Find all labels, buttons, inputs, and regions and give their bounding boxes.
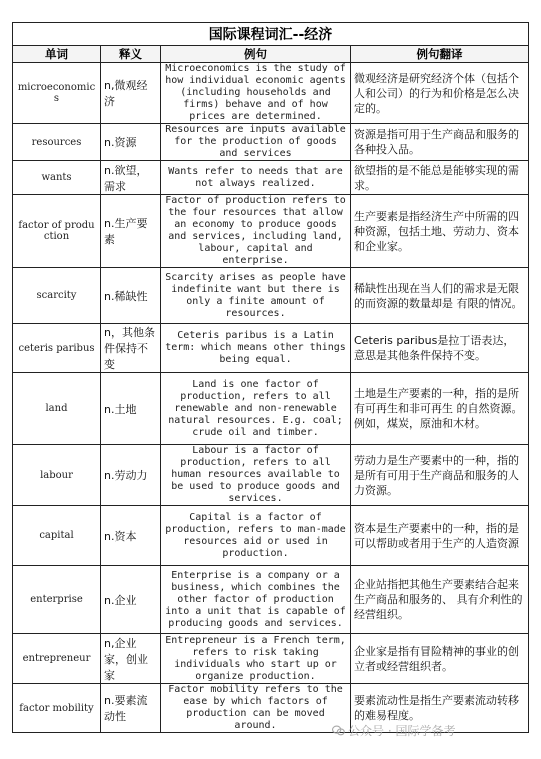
word-cell: enterprise bbox=[13, 566, 101, 634]
example-cell: Wants refer to needs that are not always realized. bbox=[161, 161, 351, 195]
vocabulary-sheet bbox=[12, 22, 528, 733]
word-cell: factor mobility bbox=[13, 684, 101, 733]
table-row bbox=[13, 566, 529, 634]
watermark-text: 公众号 · 国际学备考 bbox=[348, 724, 456, 738]
word-cell: factor of production bbox=[13, 195, 101, 268]
table-row bbox=[13, 324, 529, 373]
table-row bbox=[13, 506, 529, 566]
meaning-cell: n,微观经济 bbox=[101, 63, 161, 124]
example-cell: Scarcity arises as people have indefinite want but there is only a finite amount of resources. bbox=[161, 268, 351, 324]
meaning-cell: n.要素流动性 bbox=[101, 684, 161, 733]
meaning-cell: n.资本 bbox=[101, 506, 161, 566]
meaning-cell: n.劳动力 bbox=[101, 445, 161, 506]
translation-cell: 生产要素是指经济生产中所需的四种资源，包括土地、劳动力、资本和企业家。 bbox=[351, 195, 529, 268]
translation-cell: 土地是生产要素的一种，指的是所有可再生和非可再生 的自然资源。例如，煤炭，原油和木材。 bbox=[351, 373, 529, 445]
table-row bbox=[13, 124, 529, 161]
translation-cell: 资源是指可用于生产商品和服务的各种投入品。 bbox=[351, 124, 529, 161]
example-cell: Entrepreneur is a French term, refers to risk taking individuals who start up or organize production. bbox=[161, 634, 351, 684]
word-cell: labour bbox=[13, 445, 101, 506]
table-row bbox=[13, 63, 529, 124]
table-title: 国际课程词汇--经济 bbox=[13, 23, 529, 46]
table-row bbox=[13, 373, 529, 445]
translation-cell: 微观经济是研究经济个体（包括个人和公司）的行为和价格是怎么决定的。 bbox=[351, 63, 529, 124]
word-cell: wants bbox=[13, 161, 101, 195]
example-cell: Enterprise is a company or a business, which combines the other factor of production into a unit that is capable of producing goods and services. bbox=[161, 566, 351, 634]
table-row bbox=[13, 268, 529, 324]
word-cell: entrepreneur bbox=[13, 634, 101, 684]
example-cell: Factor mobility refers to the ease by which factors of production can be moved around. bbox=[161, 684, 351, 733]
table-row bbox=[13, 445, 529, 506]
example-cell: Resources are inputs available for the production of goods and services bbox=[161, 124, 351, 161]
example-cell: Capital is a factor of production, refers to man-made resources aid or used in production. bbox=[161, 506, 351, 566]
word-cell: microeconomics bbox=[13, 63, 101, 124]
meaning-cell: n.生产要素 bbox=[101, 195, 161, 268]
translation-cell: 欲望指的是不能总是能够实现的需求。 bbox=[351, 161, 529, 195]
word-cell: ceteris paribus bbox=[13, 324, 101, 373]
translation-cell: Ceteris paribus是拉丁语表达，意思是其他条件保持不变。 bbox=[351, 324, 529, 373]
example-cell: Labour is a factor of production, refers to all human resources available to be used to produce goods and services. bbox=[161, 445, 351, 506]
meaning-cell: n.欲望，需求 bbox=[101, 161, 161, 195]
word-cell: land bbox=[13, 373, 101, 445]
translation-cell: 资本是生产要素中的一种，指的是可以帮助或者用于生产的人造资源 bbox=[351, 506, 529, 566]
header-translation: 例句翻译 bbox=[351, 46, 529, 63]
vocabulary-rows bbox=[13, 63, 529, 733]
meaning-cell: n.资源 bbox=[101, 124, 161, 161]
translation-cell: 稀缺性出现在当人们的需求是无限的而资源的数量却是 有限的情况。 bbox=[351, 268, 529, 324]
example-cell: Ceteris paribus is a Latin term: which means other things being equal. bbox=[161, 324, 351, 373]
vocabulary-table bbox=[12, 22, 529, 733]
example-cell: Land is one factor of production, refers to all renewable and non-renewable natural resources. E.g. coal; crude oil and timber. bbox=[161, 373, 351, 445]
word-cell: resources bbox=[13, 124, 101, 161]
word-cell: capital bbox=[13, 506, 101, 566]
watermark bbox=[332, 722, 455, 739]
example-cell: Microeconomics is the study of how individual economic agents (including households and firms) behave and of how prices are determined. bbox=[161, 63, 351, 124]
word-cell: scarcity bbox=[13, 268, 101, 324]
meaning-cell: n,企业家，创业家 bbox=[101, 634, 161, 684]
translation-cell: 要素流动性是指生产要素流动转移的难易程度。 bbox=[351, 684, 529, 733]
meaning-cell: n.企业 bbox=[101, 566, 161, 634]
translation-cell: 企业站指把其他生产要素结合起来生产商品和服务的、 具有介利性的经营组织。 bbox=[351, 566, 529, 634]
translation-cell: 企业家是指有冒险精神的事业的创立者或经营组织者。 bbox=[351, 634, 529, 684]
example-cell: Factor of production refers to the four resources that allow an economy to produce goods and services, including land, labour, capital and enterprise. bbox=[161, 195, 351, 268]
translation-cell: 劳动力是生产要素中的一种，指的是所有可用于生产商品和服务的人力资源。 bbox=[351, 445, 529, 506]
meaning-cell: n.土地 bbox=[101, 373, 161, 445]
wechat-icon bbox=[332, 725, 345, 736]
meaning-cell: n，其他条件保持不变 bbox=[101, 324, 161, 373]
meaning-cell: n.稀缺性 bbox=[101, 268, 161, 324]
table-row bbox=[13, 195, 529, 268]
header-example: 例句 bbox=[161, 46, 351, 63]
table-row bbox=[13, 161, 529, 195]
header-meaning: 释义 bbox=[101, 46, 161, 63]
header-word: 单词 bbox=[13, 46, 101, 63]
table-row bbox=[13, 634, 529, 684]
